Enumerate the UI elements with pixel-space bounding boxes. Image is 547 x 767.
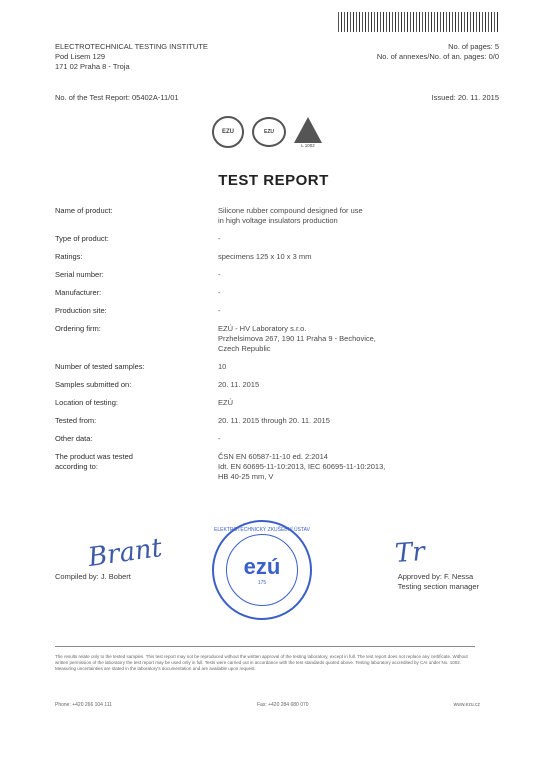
field-value: - bbox=[218, 270, 221, 279]
signature-area bbox=[0, 520, 547, 620]
field-value: EZÚ bbox=[218, 398, 233, 407]
field-label: Number of tested samples: bbox=[55, 362, 145, 371]
field-label: Production site: bbox=[55, 306, 107, 315]
field-value: 20. 11. 2015 through 20. 11. 2015 bbox=[218, 416, 330, 425]
field-value: EZÚ - HV Laboratory s.r.o. Przhelsimova 267, 190 11 Praha 9 - Bechovice, Czech Republic bbox=[218, 324, 376, 353]
annexes-count: No. of annexes/No. of an. pages: 0/0 bbox=[376, 52, 499, 61]
stamp-ring-text: ELEKTROTECHNICKÝ ZKUŠEBNÍ ÚSTAV bbox=[214, 527, 310, 533]
field-row bbox=[55, 324, 495, 354]
pages-info bbox=[377, 42, 499, 62]
field-label: Tested from: bbox=[55, 416, 97, 425]
field-label: Serial number: bbox=[55, 270, 104, 279]
footer-fax: Fax: +420 284 680 070 bbox=[256, 702, 309, 708]
accreditation-number: L 1002 bbox=[301, 142, 315, 148]
field-value: specimens 125 x 10 x 3 mm bbox=[218, 252, 312, 261]
field-label: Samples submitted on: bbox=[55, 380, 132, 389]
stamp-number: 175 bbox=[257, 580, 267, 586]
field-value: 20. 11. 2015 bbox=[218, 380, 260, 389]
triangle-logo-icon bbox=[294, 117, 322, 143]
stamp-inner bbox=[226, 534, 298, 606]
field-label: Other data: bbox=[55, 434, 93, 443]
field-row bbox=[55, 288, 495, 298]
field-row bbox=[55, 434, 495, 444]
approver-role: Testing section manager bbox=[397, 582, 479, 591]
field-value: - bbox=[218, 288, 221, 297]
accreditation-logos bbox=[212, 116, 322, 148]
barcode bbox=[338, 12, 498, 32]
field-row bbox=[55, 234, 495, 244]
institute-address-1: Pod Lisem 129 bbox=[55, 52, 106, 61]
field-row bbox=[55, 362, 495, 372]
field-value: ČSN EN 60587-11-10 ed. 2:2014 Idt. EN 60695-11-10:2013, IEC 60695-11-10:2013, HB 40-25 mm, V bbox=[218, 452, 386, 481]
field-row bbox=[55, 416, 495, 426]
field-label: Type of product: bbox=[55, 234, 109, 243]
official-stamp bbox=[212, 520, 312, 620]
report-fields bbox=[55, 206, 495, 490]
footer-web: www.ezu.cz bbox=[453, 702, 480, 708]
field-row bbox=[55, 452, 495, 482]
accreditation-mark bbox=[294, 117, 322, 148]
fine-print: The results relate only to the tested samples. This test report may not be reproduced without the written approval of the testing laboratory, except in full. The test report does not replace any certificate. Without written permission of the laboratory the test report may be used only in full. Tests were carried out in accordance with the test standards quoted above. Testing laboratory accredited by CAI under No. 1002. Measuring uncertainties are stated in the laboratory's documentation and are available upon request. bbox=[55, 654, 468, 671]
institute-name: ELECTROTECHNICAL TESTING INSTITUTE bbox=[55, 42, 208, 51]
field-label: Ratings: bbox=[55, 252, 83, 261]
compiled-by: Compiled by: J. Bobert bbox=[55, 572, 131, 581]
field-value: - bbox=[218, 434, 221, 443]
pages-count: No. of pages: 5 bbox=[448, 42, 499, 51]
contact-footer bbox=[55, 702, 480, 708]
field-row bbox=[55, 306, 495, 316]
field-value: - bbox=[218, 234, 221, 243]
field-row bbox=[55, 398, 495, 408]
document-title: TEST REPORT bbox=[218, 172, 329, 189]
field-row bbox=[55, 206, 495, 226]
footer-phone: Phone: +420 266 104 111 bbox=[55, 702, 112, 708]
field-label: Manufacturer: bbox=[55, 288, 102, 297]
issued-date: Issued: 20. 11. 2015 bbox=[431, 93, 499, 102]
compiler-signature: Brant bbox=[86, 532, 164, 574]
field-value: Silicone rubber compound designed for use in high voltage insulators production bbox=[218, 206, 363, 225]
institute-header bbox=[55, 42, 208, 72]
certification-logo-icon: EZU bbox=[252, 117, 286, 147]
institute-address-2: 171 02 Praha 8 - Troja bbox=[55, 62, 130, 71]
field-label: Name of product: bbox=[55, 206, 113, 215]
field-label: Ordering firm: bbox=[55, 324, 101, 333]
footer-divider bbox=[55, 646, 475, 647]
field-label: The product was tested according to: bbox=[55, 452, 133, 471]
field-row bbox=[55, 270, 495, 280]
field-row bbox=[55, 252, 495, 262]
field-value: 10 bbox=[218, 362, 227, 371]
approved-by bbox=[398, 572, 479, 592]
report-number: No. of the Test Report: 05402A-11/01 bbox=[55, 93, 179, 102]
ezu-logo-icon: EZU bbox=[212, 116, 244, 148]
stamp-logo: ezú bbox=[243, 554, 281, 579]
approver-name: Approved by: F. Nessa bbox=[397, 572, 474, 581]
field-value: - bbox=[218, 306, 221, 315]
field-label: Location of testing: bbox=[55, 398, 118, 407]
field-row bbox=[55, 380, 495, 390]
approver-signature: Tr bbox=[393, 536, 426, 570]
